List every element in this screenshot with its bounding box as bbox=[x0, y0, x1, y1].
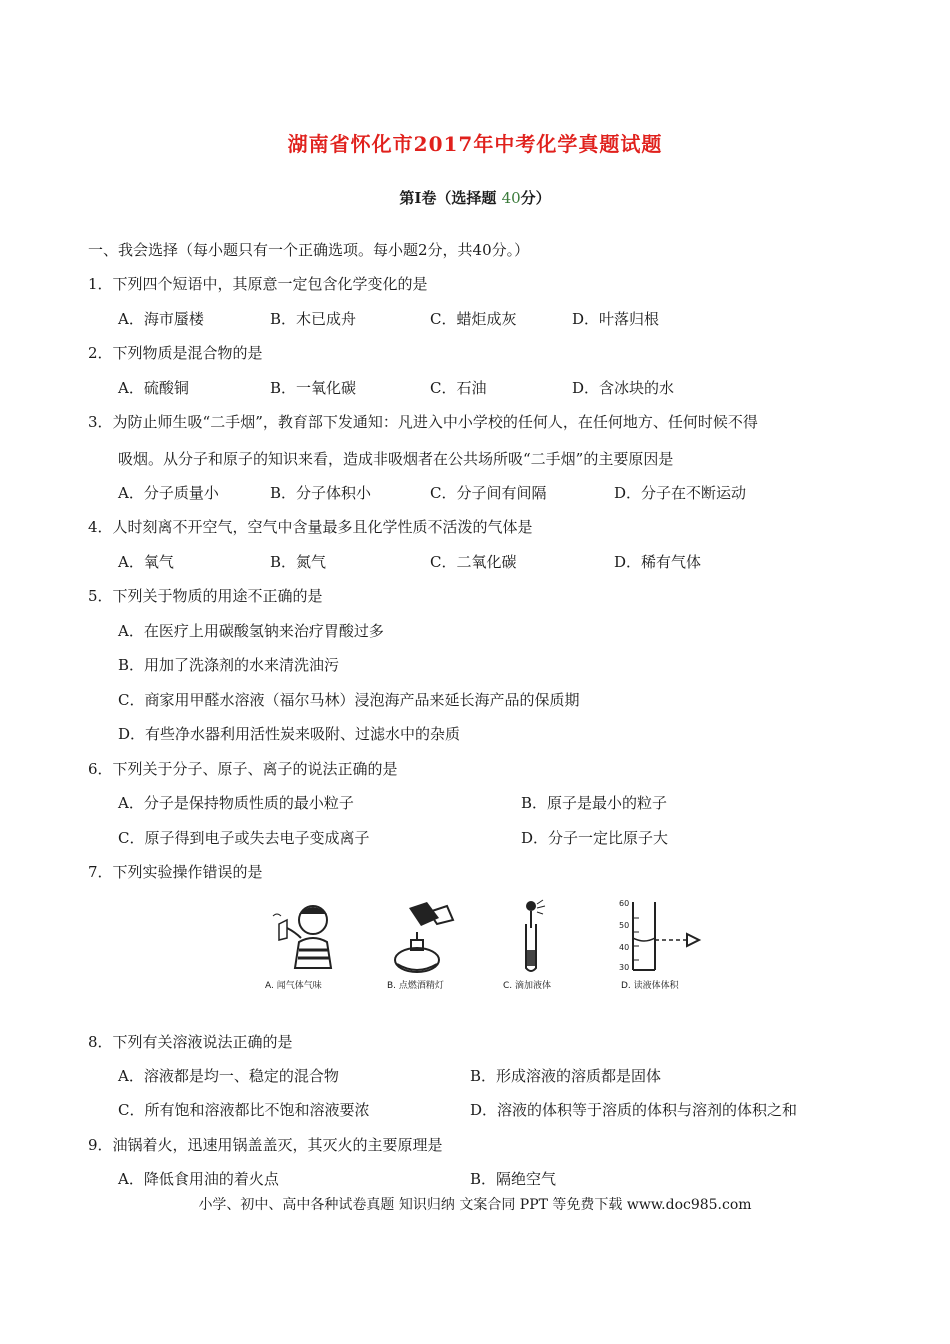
question-1-option-a: A．海市蜃楼 bbox=[118, 310, 204, 328]
alcohol-lamp-illustration bbox=[387, 898, 467, 978]
question-9-stem: 9．油锅着火，迅速用锅盖盖灭，其灭火的主要原理是 bbox=[88, 1136, 443, 1154]
question-5-option-c: C．商家用甲醛水溶液（福尔马林）浸泡海产品来延长海产品的保质期 bbox=[118, 691, 580, 709]
scale-label-30: 30 bbox=[619, 963, 630, 972]
question-8-option-a: A．溶液都是均一、稳定的混合物 bbox=[118, 1067, 339, 1085]
section-subtitle bbox=[0, 187, 950, 208]
question-7-figures bbox=[265, 898, 705, 998]
exam-title: 湖南省怀化市2017年中考化学真题试题 bbox=[287, 132, 663, 156]
question-5-option-b: B．用加了洗涤剂的水来清洗油污 bbox=[118, 656, 340, 674]
scale-label-60: 60 bbox=[619, 899, 630, 908]
question-1-option-c: C．蜡炬成灰 bbox=[430, 310, 517, 328]
question-4-option-a: A．氧气 bbox=[118, 553, 174, 571]
question-5-stem: 5．下列关于物质的用途不正确的是 bbox=[88, 587, 323, 605]
question-6-option-d: D．分子一定比原子大 bbox=[521, 829, 669, 847]
question-4-option-c: C．二氧化碳 bbox=[430, 553, 517, 571]
question-2-option-b: B．一氧化碳 bbox=[270, 379, 357, 397]
section-instruction: 一、我会选择（每小题只有一个正确选项。每小题2分，共40分。） bbox=[88, 241, 530, 259]
question-1-stem: 1．下列四个短语中，其原意一定包含化学变化的是 bbox=[88, 275, 428, 293]
question-9-option-a: A．降低食用油的着火点 bbox=[118, 1170, 279, 1188]
question-8-option-c: C．所有饱和溶液都比不饱和溶液要浓 bbox=[118, 1101, 370, 1119]
figure-d-read-volume bbox=[613, 898, 703, 991]
question-8-option-d: D．溶液的体积等于溶质的体积与溶剂的体积之和 bbox=[470, 1101, 798, 1119]
question-3-stem-line-1: 3．为防止师生吸“二手烟”，教育部下发通知：凡进入中小学校的任何人，在任何地方、任何时候不得 bbox=[88, 413, 758, 431]
figure-c-drop-liquid bbox=[503, 898, 563, 991]
question-3-option-c: C．分子间有间隔 bbox=[430, 484, 547, 502]
question-2-option-d: D．含冰块的水 bbox=[572, 379, 675, 397]
question-8-stem: 8．下列有关溶液说法正确的是 bbox=[88, 1033, 293, 1051]
question-5-option-a: A．在医疗上用碳酸氢钠来治疗胃酸过多 bbox=[118, 622, 384, 640]
scale-label-40: 40 bbox=[619, 943, 630, 952]
question-6-option-b: B．原子是最小的粒子 bbox=[521, 794, 668, 812]
question-4-stem: 4．人时刻离不开空气，空气中含量最多且化学性质不活泼的气体是 bbox=[88, 518, 533, 536]
question-4-option-b: B．氮气 bbox=[270, 553, 327, 571]
figure-c-caption: C. 滴加液体 bbox=[503, 981, 552, 991]
question-6-option-c: C．原子得到电子或失去电子变成离子 bbox=[118, 829, 370, 847]
scale-label-50: 50 bbox=[619, 921, 630, 930]
figure-b-light-lamp bbox=[387, 898, 467, 991]
question-6-stem: 6．下列关于分子、原子、离子的说法正确的是 bbox=[88, 760, 398, 778]
footer-watermark: 小学、初中、高中各种试卷真题 知识归纳 文案合同 PPT 等免费下载 www.doc985.com bbox=[198, 1197, 752, 1213]
subtitle-prefix: 第Ⅰ卷（选择题 bbox=[399, 189, 502, 207]
figure-a-caption: A. 闻气体气味 bbox=[265, 981, 322, 991]
figure-b-caption: B. 点燃酒精灯 bbox=[387, 981, 444, 991]
graduated-cylinder-illustration bbox=[613, 898, 703, 978]
question-1-option-d: D．叶落归根 bbox=[572, 310, 660, 328]
question-2-option-a: A．硫酸铜 bbox=[118, 379, 189, 397]
question-6-option-a: A．分子是保持物质性质的最小粒子 bbox=[118, 794, 354, 812]
question-4-option-d: D．稀有气体 bbox=[614, 553, 702, 571]
question-3-stem-line-2: 吸烟。从分子和原子的知识来看，造成非吸烟者在公共场所吸“二手烟”的主要原因是 bbox=[118, 450, 674, 468]
figure-d-caption: D. 读液体体积 bbox=[621, 981, 679, 991]
question-2-stem: 2．下列物质是混合物的是 bbox=[88, 344, 263, 362]
question-9-option-b: B．隔绝空气 bbox=[470, 1170, 557, 1188]
subtitle-score: 40 bbox=[501, 189, 521, 207]
smell-gas-illustration bbox=[265, 898, 355, 978]
question-3-option-a: A．分子质量小 bbox=[118, 484, 219, 502]
question-2-option-c: C．石油 bbox=[430, 379, 487, 397]
subtitle-suffix: 分） bbox=[520, 189, 551, 207]
question-3-option-d: D．分子在不断运动 bbox=[614, 484, 747, 502]
question-5-option-d: D．有些净水器利用活性炭来吸附、过滤水中的杂质 bbox=[118, 725, 461, 743]
figure-a-smell-gas bbox=[265, 898, 355, 991]
question-1-option-b: B．木已成舟 bbox=[270, 310, 357, 328]
question-3-option-b: B．分子体积小 bbox=[270, 484, 372, 502]
dropper-illustration bbox=[503, 898, 563, 978]
question-7-stem: 7．下列实验操作错误的是 bbox=[88, 863, 263, 881]
question-8-option-b: B．形成溶液的溶质都是固体 bbox=[470, 1067, 662, 1085]
